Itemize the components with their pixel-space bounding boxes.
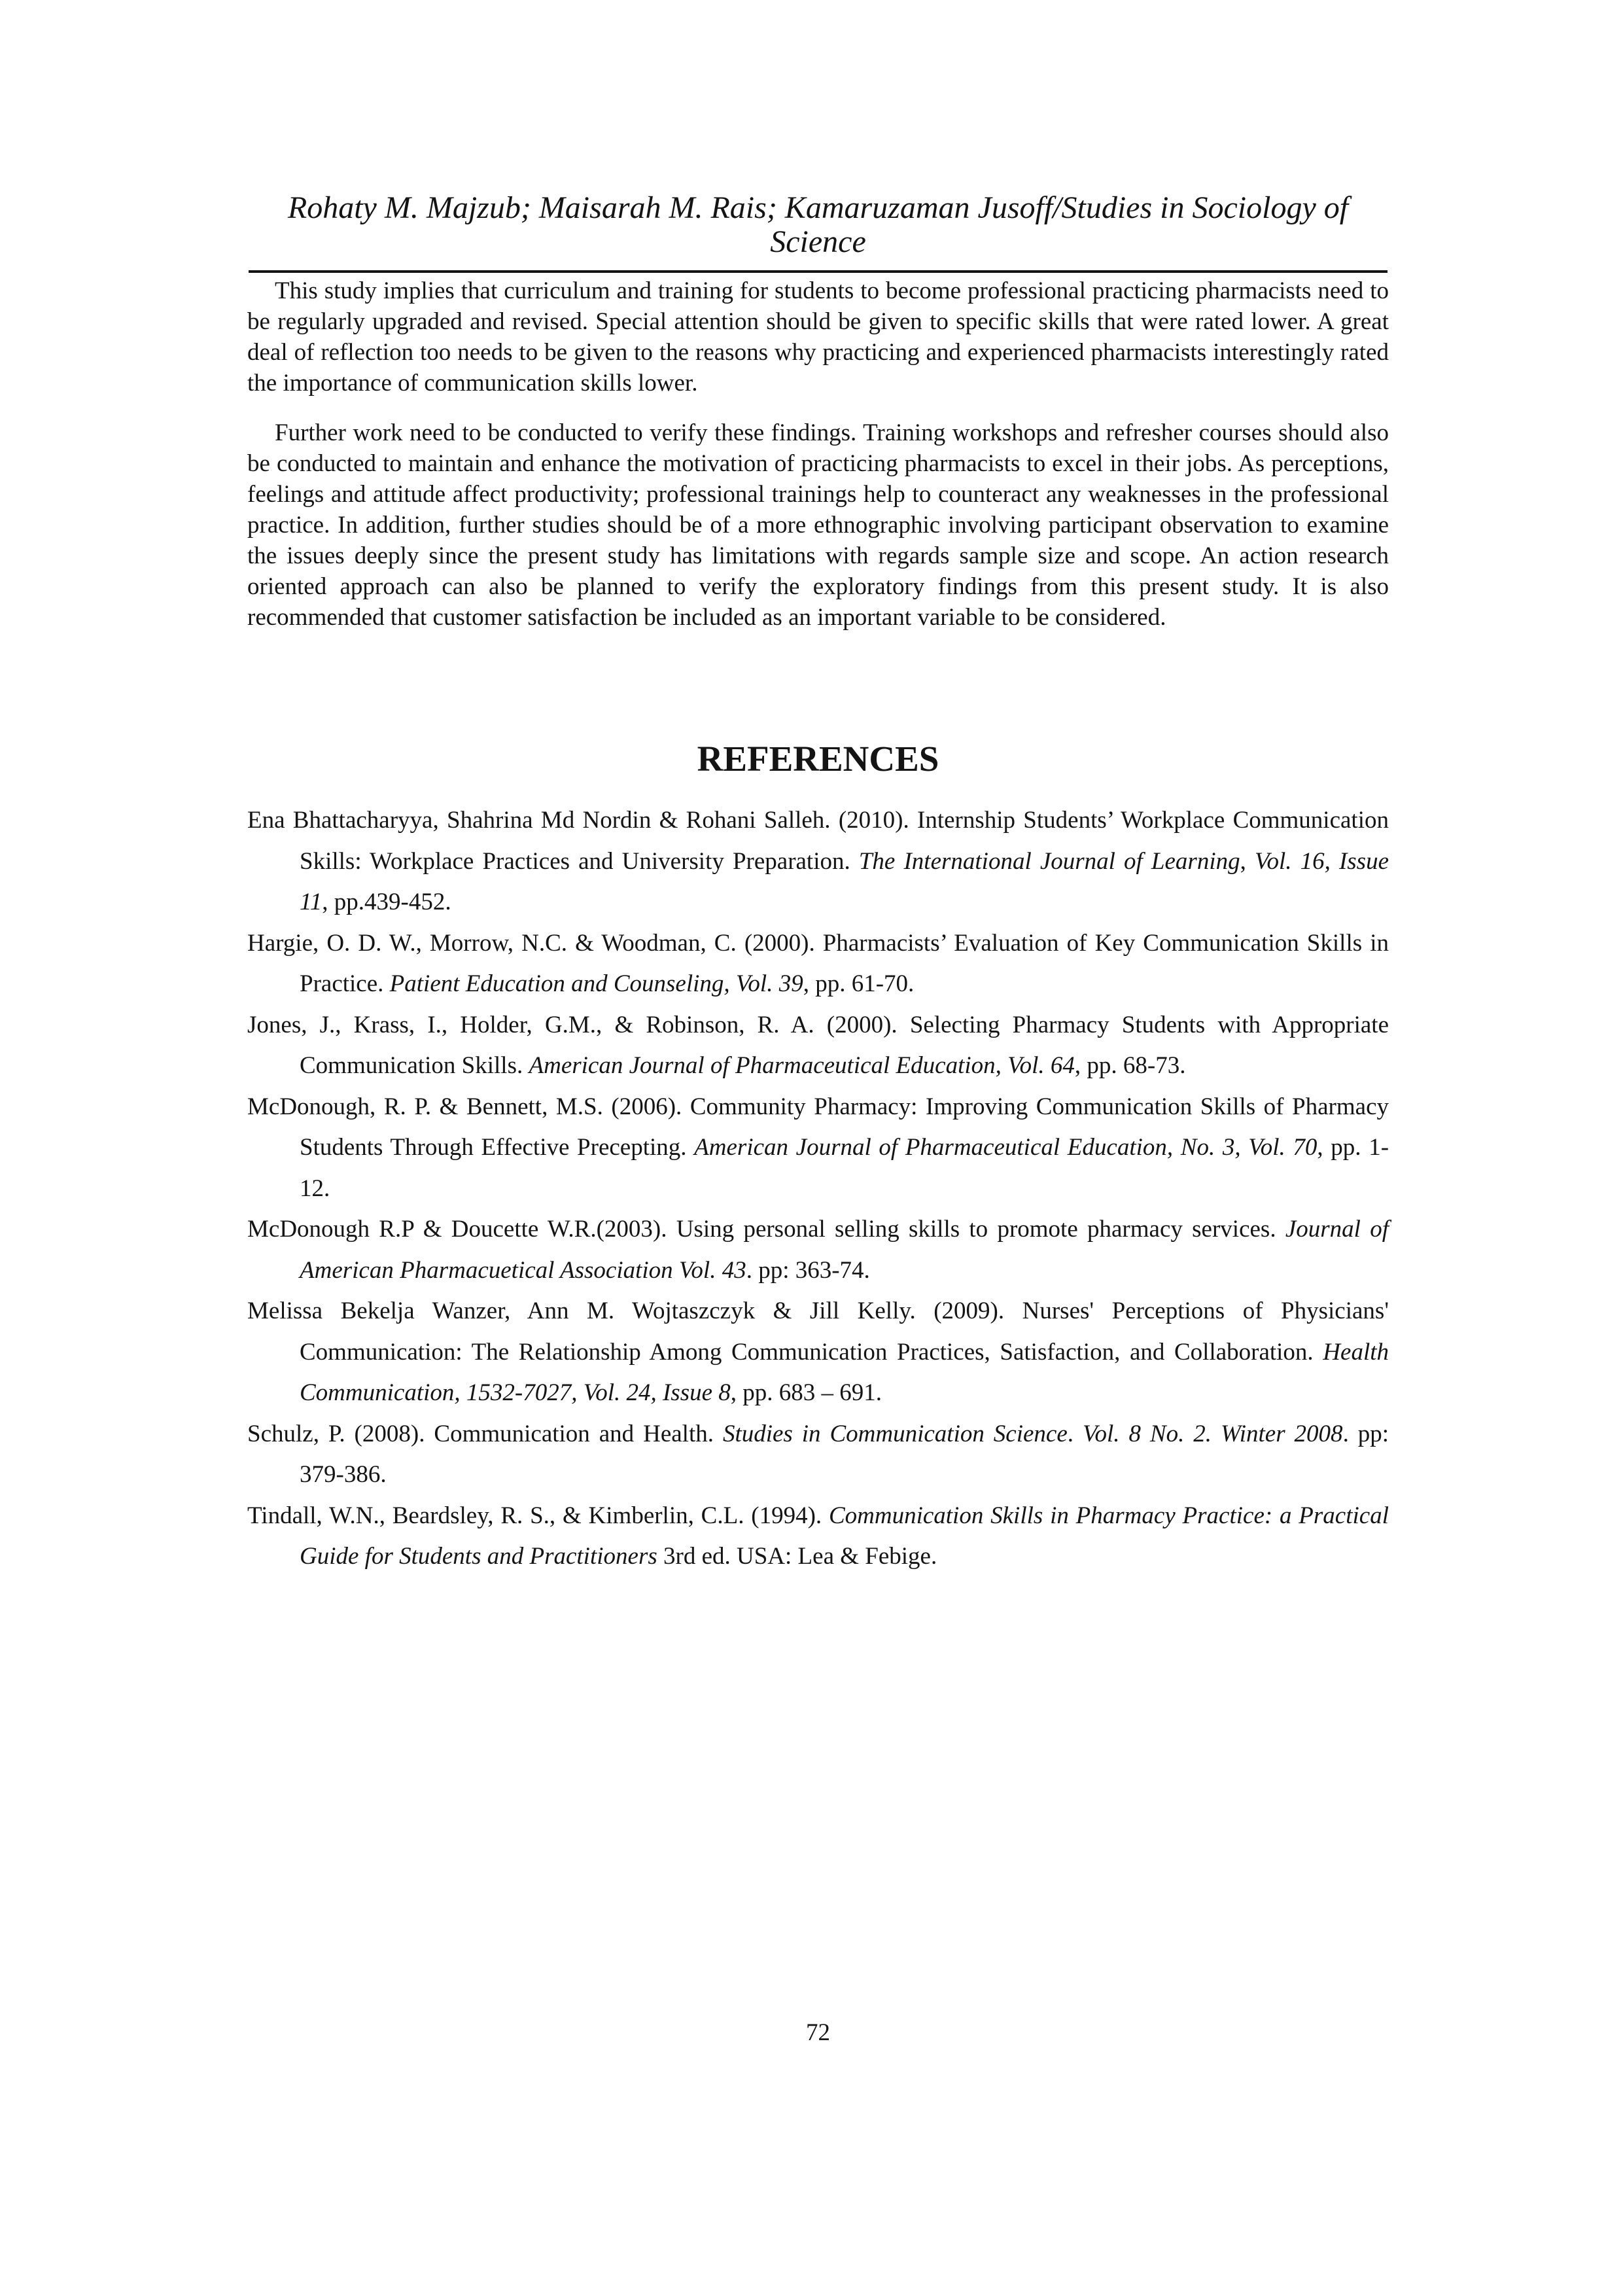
reference-source: American Journal of Pharmaceutical Education, Vol. 64 — [529, 1052, 1075, 1079]
body-paragraph-2: Further work need to be conducted to verify these findings. Training workshops and refresher courses should also be conducted to maintain and enhance the motivation of practicing pharmacists to excel in their jobs. As perceptions, feelings and attitude affect productivity; professional trainings help to counteract any weaknesses in the professional practice. In addition, further studies should be of a more ethnographic involving participant observation to examine the issues deeply since the present study has limitations with regards sample size and scope. An action research oriented approach can also be planned to verify the exploratory findings from this present study. It is also recommended that customer satisfaction be included as an important variable to be considered. — [247, 419, 1389, 631]
reference-source: The International Journal of Learning — [858, 847, 1240, 875]
reference-source: American Journal of Pharmaceutical Education, No. 3, Vol. 70 — [694, 1134, 1318, 1161]
reference-text: Hargie, O. D. W., Morrow, N.C. & Woodman, C. (2000). Pharmacists’ Evaluation of Key Communication Skills in Practice. — [247, 929, 1389, 997]
reference-source: Studies in Communication Science — [722, 1420, 1068, 1447]
reference-pages: . pp: 379-386. — [300, 1420, 1389, 1488]
reference-text: McDonough R.P & Doucette W.R.(2003). Using personal selling skills to promote pharmacy services. — [247, 1216, 1285, 1243]
running-header: Rohaty M. Majzub; Maisarah M. Rais; Kamaruzaman Jusoff/Studies in Sociology of Science — [287, 190, 1349, 259]
reference-text: Tindall, W.N., Beardsley, R. S., & Kimberlin, C.L. (1994). — [247, 1502, 829, 1529]
reference-pages: , pp. 683 – 691. — [730, 1379, 882, 1406]
reference-text: Melissa Bekelja Wanzer, Ann M. Wojtaszczyk & Jill Kelly. (2009). Nurses' Perceptions of Physicians' Communication: The Relationship Among Communication Practices, Satisfaction, and Collaboration. — [247, 1298, 1389, 1366]
page-number: 72 — [806, 2019, 830, 2046]
reference-item — [247, 1496, 1389, 1578]
reference-volume: Vol. 16, Issue 11 — [300, 847, 1389, 915]
reference-volume: Vol. 8 No. 2. Winter 2008 — [1082, 1420, 1343, 1447]
reference-pages: , pp.439-452. — [322, 889, 451, 915]
reference-item — [247, 1291, 1389, 1414]
reference-text: . — [1067, 1420, 1083, 1447]
references-list — [247, 800, 1389, 1578]
reference-pages: . pp: 363-74. — [746, 1256, 870, 1284]
reference-pages: , pp. 1-12. — [300, 1134, 1389, 1202]
body-paragraph-1: This study implies that curriculum and training for students to become professional practicing pharmacists need to be regularly upgraded and revised. Special attention should be given to specific skills that were rated lower. A great deal of reflection too needs to be given to the reasons why practicing and experienced pharmacists interestingly rated the importance of communication skills lower. — [247, 277, 1389, 397]
reference-source: Patient Education and Counseling, Vol. 39 — [389, 970, 803, 997]
reference-text: Jones, J., Krass, I., Holder, G.M., & Robinson, R. A. (2000). Selecting Pharmacy Students with Appropriate Communication Skills. — [247, 1011, 1389, 1079]
reference-source: Communication Skills in Pharmacy Practice: a Practical Guide for Students and Practitioners — [300, 1502, 1389, 1570]
reference-text: Schulz, P. (2008). Communication and Health. — [247, 1420, 723, 1447]
reference-text: , — [1240, 847, 1255, 875]
reference-item — [247, 1209, 1389, 1291]
reference-item — [247, 1005, 1389, 1087]
reference-item — [247, 1414, 1389, 1496]
reference-text: Ena Bhattacharyya, Shahrina Md Nordin & Rohani Salleh. (2010). Internship Students’ Workplace Communication Skills: Workplace Practices and University Preparation. — [247, 807, 1389, 875]
reference-source: Health Communication, 1532-7027, Vol. 24, Issue 8 — [300, 1338, 1389, 1406]
references-heading: REFERENCES — [697, 739, 939, 779]
reference-pages: 3rd ed. USA: Lea & Febige. — [657, 1543, 937, 1570]
reference-source: Journal of American Pharmacuetical Association Vol. 43 — [300, 1216, 1389, 1284]
reference-text: McDonough, R. P. & Bennett, M.S. (2006). Community Pharmacy: Improving Communication Skills of Pharmacy Students Through Effective Precepting. — [247, 1093, 1389, 1161]
header-rule — [249, 270, 1387, 273]
reference-item — [247, 1087, 1389, 1210]
reference-item — [247, 923, 1389, 1005]
reference-pages: , pp. 61-70. — [803, 970, 915, 997]
reference-item — [247, 800, 1389, 923]
reference-pages: , pp. 68-73. — [1074, 1052, 1186, 1079]
